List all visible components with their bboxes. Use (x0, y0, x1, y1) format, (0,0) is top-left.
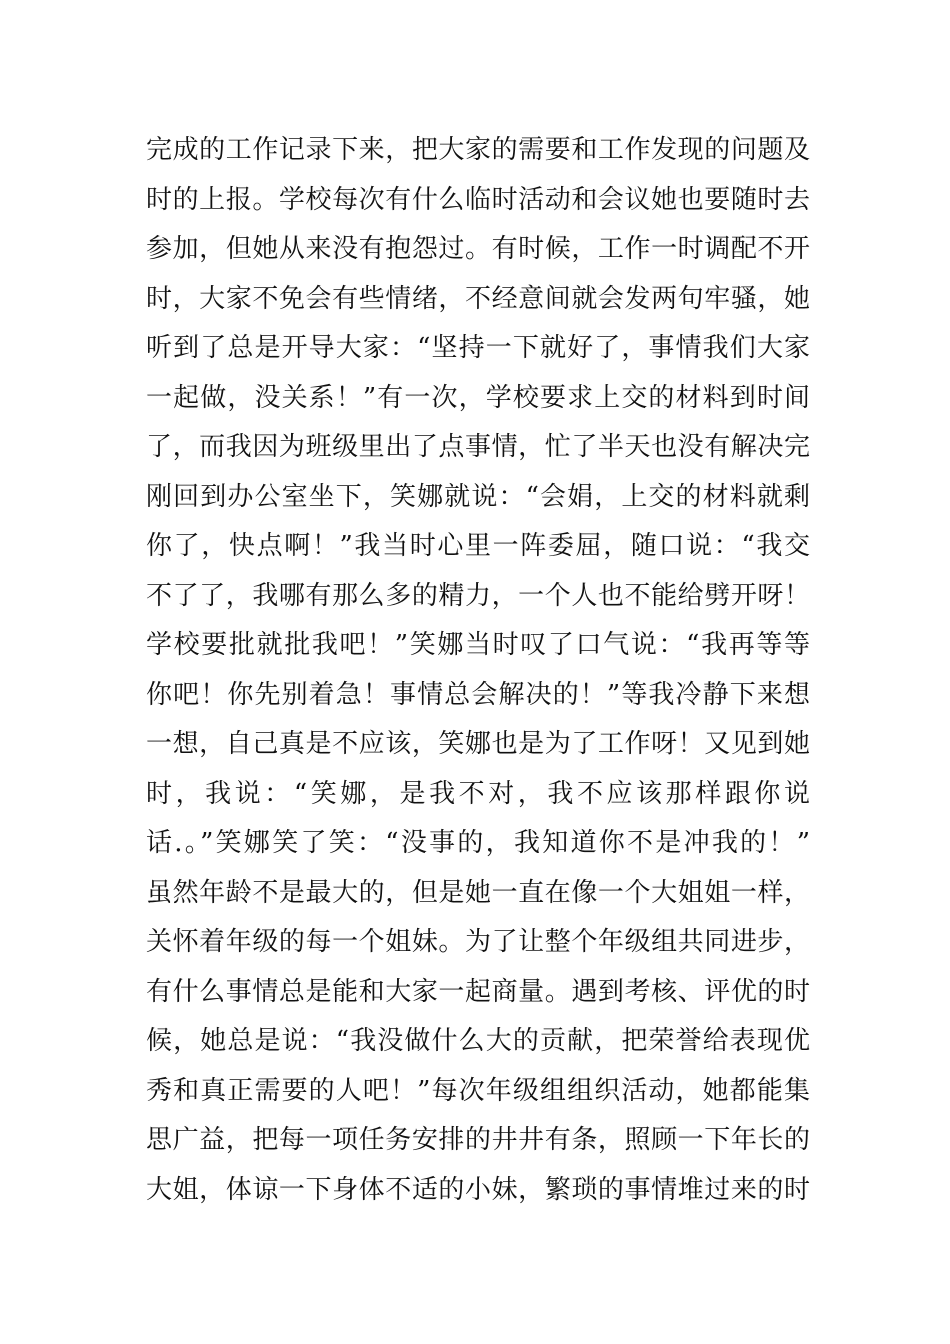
text-line: 听到了总是开导大家：“坚持一下就好了，事情我们大家 (146, 333, 810, 363)
text-line: 关怀着年级的每一个姐妹。为了让整个年级组共同进步， (146, 927, 810, 957)
text-line: 刚回到办公室坐下，笑娜就说：“会娟，上交的材料就剩 (146, 481, 810, 512)
text-line: 学校要批就批我吧！”笑娜当时叹了口气说：“我再等等 (146, 630, 810, 660)
body-text (146, 126, 810, 1215)
text-line: 完成的工作记录下来，把大家的需要和工作发现的问题及 (146, 135, 810, 165)
text-line: 秀和真正需要的人吧！”每次年级组组织活动，她都能集 (146, 1075, 810, 1106)
text-line: 时的上报。学校每次有什么临时活动和会议她也要随时去 (146, 184, 810, 215)
text-line: 了，而我因为班级里出了点事情，忙了半天也没有解决完 (146, 432, 810, 462)
text-line: 你吧！你先别着急！事情总会解决的！”等我冷静下来想 (146, 679, 810, 710)
text-line: 思广益，把每一项任务安排的井井有条，照顾一下年长的 (146, 1125, 810, 1155)
text-line: 时，我说：“笑娜，是我不对，我不应该那样跟你说 (146, 778, 810, 809)
text-line: 虽然年龄不是最大的，但是她一直在像一个大姐姐一样， (146, 877, 810, 908)
text-line: 大姐，体谅一下身体不适的小妹，繁琐的事情堆过来的时 (146, 1174, 810, 1205)
text-line: 参加，但她从来没有抱怨过。有时候，工作一时调配不开 (146, 234, 810, 264)
text-line: 有什么事情总是能和大家一起商量。遇到考核、评优的时 (146, 976, 810, 1007)
text-line: 候，她总是说：“我没做什么大的贡献，把荣誉给表现优 (146, 1026, 810, 1056)
text-line: 一起做，没关系！”有一次，学校要求上交的材料到时间 (146, 382, 810, 413)
text-line: 时，大家不免会有些情绪，不经意间就会发两句牢骚，她 (146, 283, 810, 314)
text-line: 话.。”笑娜笑了笑：“没事的，我知道你不是冲我的！” (146, 828, 810, 858)
text-line: 你了，快点啊！”我当时心里一阵委屈，随口说：“我交 (146, 531, 810, 561)
text-line: 不了了，我哪有那么多的精力，一个人也不能给劈开呀！ (146, 580, 810, 611)
text-line: 一想，自己真是不应该，笑娜也是为了工作呀！又见到她 (146, 729, 810, 759)
